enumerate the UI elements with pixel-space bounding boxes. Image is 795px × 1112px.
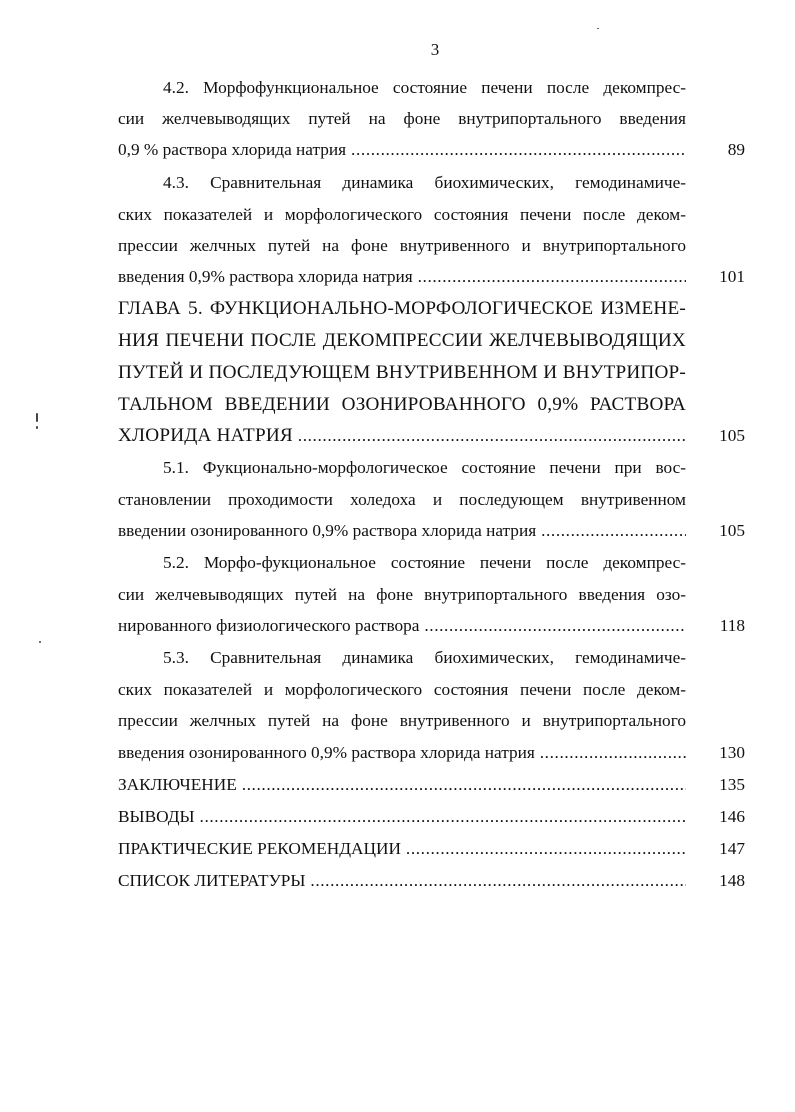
scan-mark	[36, 413, 38, 422]
toc-page-number: 130	[719, 743, 745, 762]
toc-section-findings: ВЫВОДЫ .....	[118, 801, 686, 833]
toc-line: 5.1. Фукционально-морфологическое состояние печени при вос-	[163, 458, 686, 477]
toc-page-number: 147	[719, 839, 745, 858]
toc-chapter-line: ПУТЕЙ И ПОСЛЕДУЮЩЕМ ВНУТРИВЕННОМ И ВНУТРИПОР-	[118, 362, 686, 383]
toc-section-recommendations: ПРАКТИЧЕСКИЕ РЕКОМЕНДАЦИИ .....	[118, 833, 686, 865]
toc-chapter-line: ГЛАВА 5. ФУНКЦИОНАЛЬНО-МОРФОЛОГИЧЕСКОЕ ИЗМЕНЕ-	[118, 298, 686, 319]
toc-line: введении озонированного 0,9% раствора хлорида натрия .....	[118, 515, 686, 547]
toc-chapter-line: ХЛОРИДА НАТРИЯ .....	[118, 420, 686, 452]
toc-page-number: 105	[719, 426, 745, 445]
toc-page-number: 118	[719, 616, 745, 635]
toc-page-number: 148	[719, 871, 745, 890]
toc-line: введения 0,9% раствора хлорида натрия .....	[118, 261, 686, 293]
toc-line: 4.2. Морфофункциональное состояние печени после декомпрес-	[163, 78, 686, 97]
toc-line: ских показателей и морфологического состояния печени после деком-	[118, 680, 686, 699]
toc-line: нированного физиологического раствора .....	[118, 610, 686, 642]
toc-line: ских показателей и морфологического состояния печени после деком-	[118, 205, 686, 224]
toc-line: прессии желчных путей на фоне внутривенного и внутрипортального	[118, 711, 686, 730]
toc-section-conclusion: ЗАКЛЮЧЕНИЕ .....	[118, 769, 686, 801]
toc-line: сии желчевыводящих путей на фоне внутрипортального введения	[118, 109, 686, 128]
toc-line: становлении проходимости холедоха и последующем внутривенном	[118, 490, 686, 509]
toc-page-number: 105	[719, 521, 745, 540]
scan-mark	[39, 641, 41, 643]
toc-page-number: 146	[719, 807, 745, 826]
toc-line: 5.3. Сравнительная динамика биохимических, гемодинамиче-	[163, 648, 686, 667]
toc-line: 0,9 % раствора хлорида натрия .....	[118, 134, 686, 166]
toc-page-number: 135	[719, 775, 745, 794]
scan-mark	[36, 426, 38, 429]
toc-line: 4.3. Сравнительная динамика биохимических, гемодинамиче-	[163, 173, 686, 192]
toc-line: прессии желчных путей на фоне внутривенного и внутрипортального	[118, 236, 686, 255]
toc-line: введения озонированного 0,9% раствора хлорида натрия .....	[118, 737, 686, 769]
toc-section-references: СПИСОК ЛИТЕРАТУРЫ .....	[118, 865, 686, 897]
toc-chapter-line: НИЯ ПЕЧЕНИ ПОСЛЕ ДЕКОМПРЕССИИ ЖЕЛЧЕВЫВОДЯЩИХ	[118, 330, 686, 351]
toc-page-number: 101	[719, 267, 745, 286]
page-number: 3	[430, 40, 440, 59]
toc-line: сии желчевыводящих путей на фоне внутрипортального введения озо-	[118, 585, 686, 604]
scan-mark	[597, 28, 599, 29]
toc-chapter-line: ТАЛЬНОМ ВВЕДЕНИИ ОЗОНИРОВАННОГО 0,9% РАСТВОРА	[118, 394, 686, 415]
toc-page-number: 89	[727, 140, 745, 159]
toc-line: 5.2. Морфо-фукциональное состояние печени после декомпрес-	[163, 553, 686, 572]
